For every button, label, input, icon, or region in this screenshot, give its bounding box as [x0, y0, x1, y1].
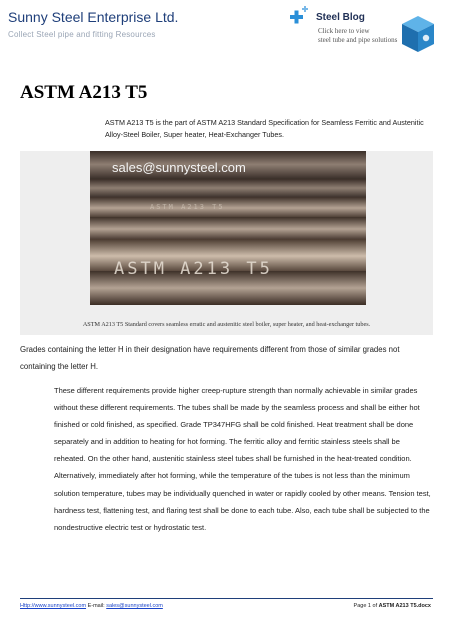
brand-title: Sunny Steel Enterprise Ltd. — [8, 9, 179, 25]
footer-page-info — [354, 603, 431, 609]
photo-email-overlay: sales@sunnysteel.com — [112, 160, 246, 175]
blog-tagline-1[interactable]: Click here to view — [318, 27, 370, 35]
blog-plus-icon — [288, 6, 310, 28]
document-title: ASTM A213 T5 — [20, 82, 148, 103]
steel-blog-link[interactable]: Steel Blog — [316, 12, 365, 23]
email-label: E-mail: — [87, 603, 105, 609]
doc-filename: ASTM A213 T5.docx — [378, 603, 431, 609]
email-link[interactable]: sales@sunnysteel.com — [106, 603, 163, 609]
intro-text: ASTM A213 T5 is the part of ASTM A213 Standard Specification for Seamless Ferritic and Austenitic Alloy-Steel Boiler, Super heater, Heat-Exchanger Tubes. — [105, 118, 424, 139]
steel-tubes-photo — [90, 151, 366, 305]
paragraph-requirements: These different requirements provide higher creep-rupture strength than normally achievable in similar grades without these different requirements. The tubes shall be made by the seamless process and shall be either hot finished or cold finished, as specified. Grade TP347HFG shall be cold finished. Heat treatment shall be done separately and in addition to heating for hot forming. The ferritic alloy and ferritic stainless steels shall be reheated. On the other hand, austenitic stainless steel tubes shall be furnished in the heat-treated condition. Alternatively, immediately after hot forming, while the temperature of the tubes is not less than the minimum solution temperature, tubes may be individually quenched in water or rapidly cooled by other means. Tension test, hardness test, flattening test, and flaring test shall be done to each tube. Also, each tube shall be subjected to the nondestructive electric test or hydrostatic test. — [54, 386, 431, 532]
footer-contact — [20, 603, 163, 609]
photo-frame — [20, 151, 433, 335]
footer-divider — [20, 598, 433, 599]
page-number-label: Page 1 of — [353, 603, 378, 609]
tube-stamp-text: ASTM A213 T5 — [114, 259, 273, 279]
photo-caption: ASTM A213 T5 Standard covers seamless erratic and austenitic steel boiler, super heater, and heat-exchanger tubes. — [82, 321, 371, 328]
page-header — [0, 0, 453, 62]
brand-subtitle: Collect Steel pipe and fitting Resources — [8, 30, 156, 39]
paragraph-grades: Grades containing the letter H in their designation have requirements different from those of similar grades not containing the letter H. — [20, 345, 400, 371]
blog-tagline-2[interactable]: steel tube and pipe solutions — [318, 36, 398, 44]
tube-stamp-text-small: ASTM A213 T5 — [150, 203, 225, 211]
website-link[interactable]: Http://www.sunnysteel.com — [20, 603, 87, 609]
cube-logo-icon — [400, 14, 436, 54]
